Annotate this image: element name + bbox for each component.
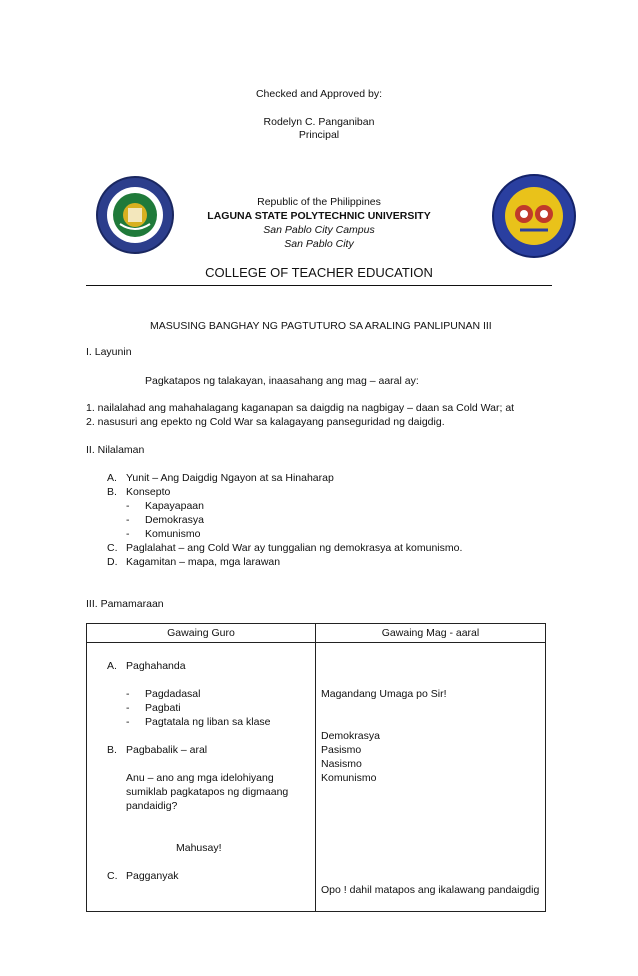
guro-dash: - bbox=[126, 688, 130, 700]
student-greeting: Magandang Umaga po Sir! bbox=[321, 688, 447, 700]
student-last-answer: Opo ! dahil matapos ang ikalawang pandaigdig bbox=[321, 884, 540, 896]
guro-question-line: pandaidig? bbox=[126, 800, 178, 812]
nilalaman-letter-a: A. bbox=[107, 472, 117, 484]
nilalaman-item-d: Kagamitan – mapa, mga larawan bbox=[126, 556, 281, 568]
header-divider bbox=[86, 285, 552, 286]
approver-name: Rodelyn C. Panganiban bbox=[263, 116, 375, 128]
nilalaman-item-a: Yunit – Ang Daigdig Ngayon at sa Hinaharap bbox=[126, 472, 334, 484]
guro-dash: - bbox=[126, 716, 130, 728]
nilalaman-heading: II. Nilalaman bbox=[86, 444, 145, 456]
student-answer: Pasismo bbox=[321, 744, 362, 756]
student-answer: Komunismo bbox=[321, 772, 377, 784]
konsepto-dash: - bbox=[126, 528, 130, 540]
guro-paghahanda-item: Pagdadasal bbox=[145, 688, 201, 700]
konsepto-item: Kapayapaan bbox=[145, 500, 204, 512]
guro-letter-c: C. bbox=[107, 870, 118, 882]
table-row bbox=[87, 643, 546, 912]
nilalaman-letter-b: B. bbox=[107, 486, 117, 498]
layunin-heading: I. Layunin bbox=[86, 346, 132, 358]
guro-dash: - bbox=[126, 702, 130, 714]
layunin-intro: Pagkatapos ng talakayan, inaasahang ang mag – aaral ay: bbox=[145, 375, 419, 387]
city-name: San Pablo City bbox=[284, 238, 354, 250]
konsepto-dash: - bbox=[126, 500, 130, 512]
objective-2: 2. nasusuri ang epekto ng Cold War sa kalagayang panseguridad ng daigdig. bbox=[86, 416, 445, 428]
checked-label: Checked and Approved by: bbox=[255, 88, 383, 100]
guro-pagganyak: Pagganyak bbox=[126, 870, 179, 882]
republic-line: Republic of the Philippines bbox=[257, 196, 381, 208]
mag-aaral-cell bbox=[316, 643, 546, 912]
table-header-row bbox=[87, 624, 546, 643]
guro-paghahanda-item: Pagtatala ng liban sa klase bbox=[145, 716, 271, 728]
konsepto-dash: - bbox=[126, 514, 130, 526]
college-name: COLLEGE OF TEACHER EDUCATION bbox=[205, 265, 433, 280]
col-gawaing-mag-aaral: Gawaing Mag - aaral bbox=[316, 624, 546, 643]
col-gawaing-guro: Gawaing Guro bbox=[87, 624, 316, 643]
nilalaman-letter-d: D. bbox=[107, 556, 118, 568]
guro-paghahanda-item: Pagbati bbox=[145, 702, 181, 714]
objective-1: 1. nailalahad ang mahahalagang kaganapan sa daigdig na nagbigay – daan sa Cold War; at bbox=[86, 402, 515, 414]
pamamaraan-heading: III. Pamamaraan bbox=[86, 598, 164, 610]
student-answer: Nasismo bbox=[321, 758, 362, 770]
approver-position: Principal bbox=[298, 129, 340, 141]
guro-paghahanda: Paghahanda bbox=[126, 660, 186, 672]
guro-letter-a: A. bbox=[107, 660, 117, 672]
plan-title: MASUSING BANGHAY NG PAGTUTURO SA ARALING PANLIPUNAN III bbox=[150, 320, 492, 332]
pamamaraan-table bbox=[86, 623, 546, 912]
guro-praise: Mahusay! bbox=[176, 842, 222, 854]
konsepto-item: Komunismo bbox=[145, 528, 201, 540]
guro-cell bbox=[87, 643, 316, 912]
nilalaman-item-b: Konsepto bbox=[126, 486, 171, 498]
guro-letter-b: B. bbox=[107, 744, 117, 756]
guro-pagbabalik-aral: Pagbabalik – aral bbox=[126, 744, 208, 756]
campus-name: San Pablo City Campus bbox=[263, 224, 375, 236]
nilalaman-item-c: Paglalahat – ang Cold War ay tunggalian ng demokrasya at komunismo. bbox=[126, 542, 463, 554]
student-answer: Demokrasya bbox=[321, 730, 380, 742]
university-name: LAGUNA STATE POLYTECHNIC UNIVERSITY bbox=[207, 210, 431, 222]
nilalaman-letter-c: C. bbox=[107, 542, 118, 554]
guro-question-line: Anu – ano ang mga idelohiyang bbox=[126, 772, 274, 784]
guro-question-line: sumiklab pagkatapos ng digmaang bbox=[126, 786, 289, 798]
konsepto-item: Demokrasya bbox=[145, 514, 204, 526]
